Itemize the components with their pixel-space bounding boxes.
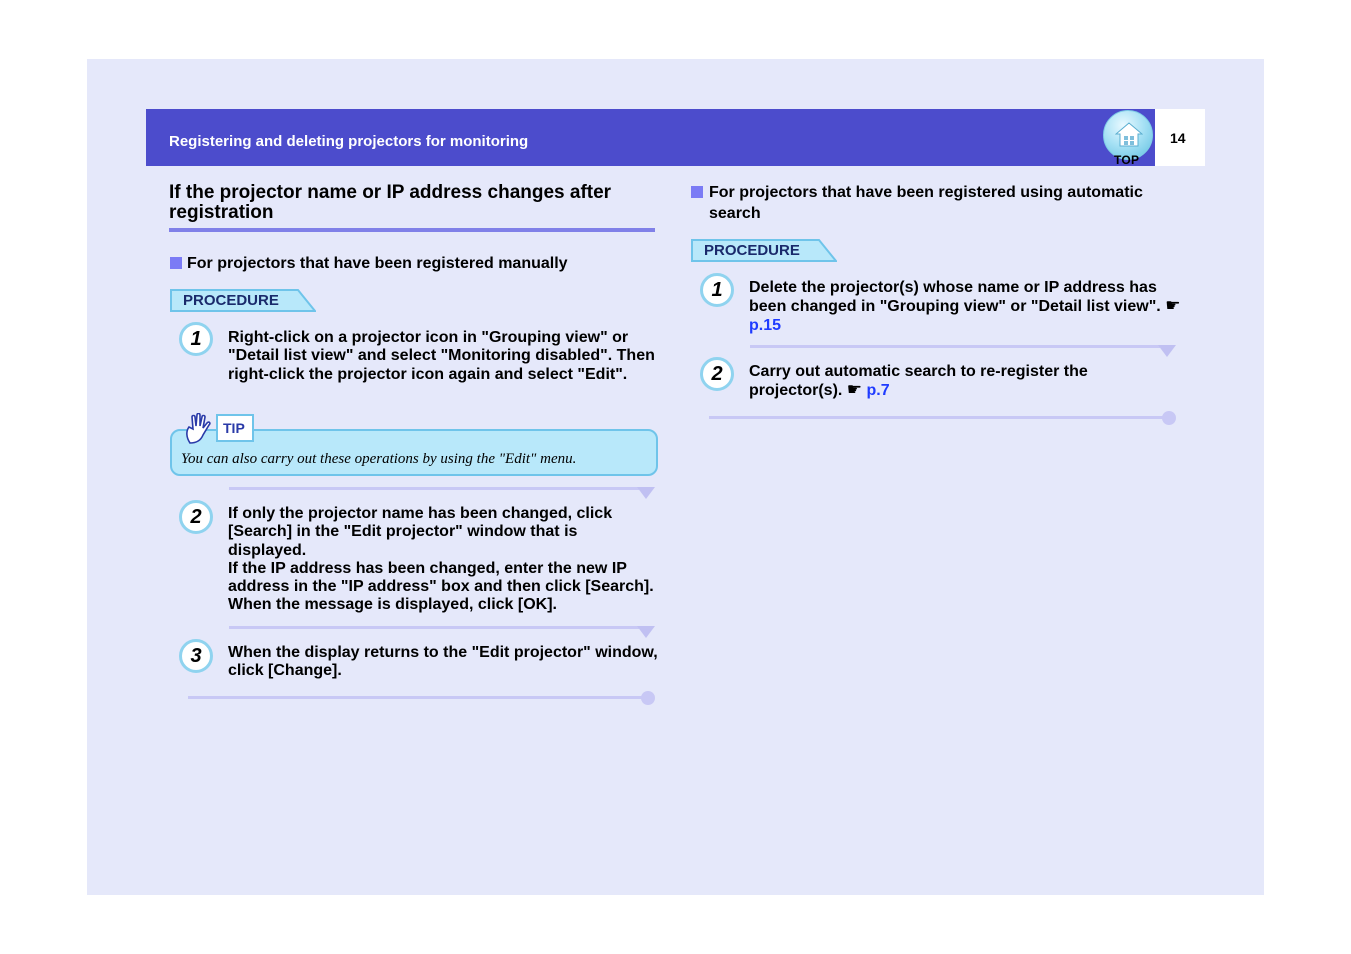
step-number-badge bbox=[179, 500, 213, 534]
step-text-body: Delete the projector(s) whose name or IP address has been changed in "Grouping view" or "Detail list view". bbox=[749, 279, 1161, 316]
section-heading: If the projector name or IP address changes after registration bbox=[169, 182, 612, 223]
step-text bbox=[749, 279, 1187, 335]
header-title: Registering and deleting projectors for monitoring bbox=[169, 133, 529, 150]
step-divider bbox=[229, 626, 639, 629]
arrow-down-icon bbox=[637, 487, 655, 499]
procedure-text: PROCEDURE bbox=[704, 242, 800, 259]
hand-icon bbox=[184, 413, 214, 445]
step-text: When the display returns to the "Edit projector" window, click [Change]. bbox=[228, 644, 658, 680]
procedure-label bbox=[691, 239, 837, 262]
step-divider bbox=[229, 487, 639, 490]
step-number: 1 bbox=[711, 279, 723, 301]
end-divider bbox=[188, 696, 644, 699]
step-text-line: If the IP address has been changed, enter the new IP address in the "IP address" box and then click [Search]. When the message is displayed, click [OK]. bbox=[228, 559, 654, 614]
top-button[interactable] bbox=[1102, 109, 1154, 166]
step-text bbox=[228, 505, 658, 615]
subheading-automatic: For projectors that have been registered using automatic search bbox=[709, 184, 1143, 222]
tip-text: You can also carry out these operations by using the "Edit" menu. bbox=[181, 451, 577, 467]
tip-label-text: TIP bbox=[223, 420, 245, 436]
page-number-box bbox=[1155, 109, 1205, 166]
step-number: 2 bbox=[190, 506, 202, 528]
end-dot-icon bbox=[1162, 411, 1176, 425]
step-text-line: If only the projector name has been changed, click [Search] in the "Edit projector" window that is displayed. bbox=[228, 505, 613, 559]
step-number: 2 bbox=[711, 363, 723, 385]
page-number: 14 bbox=[1170, 130, 1186, 146]
step-text bbox=[749, 363, 1169, 401]
heading-rule bbox=[169, 228, 655, 232]
arrow-down-icon bbox=[1158, 345, 1176, 357]
step-number-badge bbox=[179, 322, 213, 356]
step-number: 1 bbox=[190, 328, 202, 350]
step-number-badge bbox=[700, 273, 734, 307]
page-link-p7[interactable]: p.7 bbox=[866, 382, 890, 400]
bullet-square-icon bbox=[170, 257, 182, 269]
step-number-badge bbox=[700, 357, 734, 391]
end-divider bbox=[709, 416, 1165, 419]
pointer-icon: ☛ bbox=[846, 380, 863, 400]
procedure-label bbox=[170, 289, 316, 312]
bullet-square-icon bbox=[691, 186, 703, 198]
subheading-manual: For projectors that have been registered manually bbox=[187, 255, 568, 272]
pointer-icon: ☛ bbox=[1165, 296, 1181, 316]
step-text-body: Carry out automatic search to re-register the projector(s). bbox=[749, 363, 1088, 400]
end-dot-icon bbox=[641, 691, 655, 705]
page-header bbox=[146, 109, 1155, 166]
procedure-text: PROCEDURE bbox=[183, 292, 279, 309]
tip-label bbox=[216, 414, 254, 442]
step-divider bbox=[750, 345, 1160, 348]
step-text: Right-click on a projector icon in "Grouping view" or "Detail list view" and select "Monitoring disabled". Then right-click the projector icon again and select "Edit". bbox=[228, 329, 655, 383]
step-number-badge bbox=[179, 639, 213, 673]
arrow-down-icon bbox=[637, 626, 655, 638]
top-label: TOP bbox=[1114, 153, 1140, 167]
page-link-p15[interactable]: p.15 bbox=[749, 316, 782, 334]
step-number: 3 bbox=[190, 645, 202, 667]
